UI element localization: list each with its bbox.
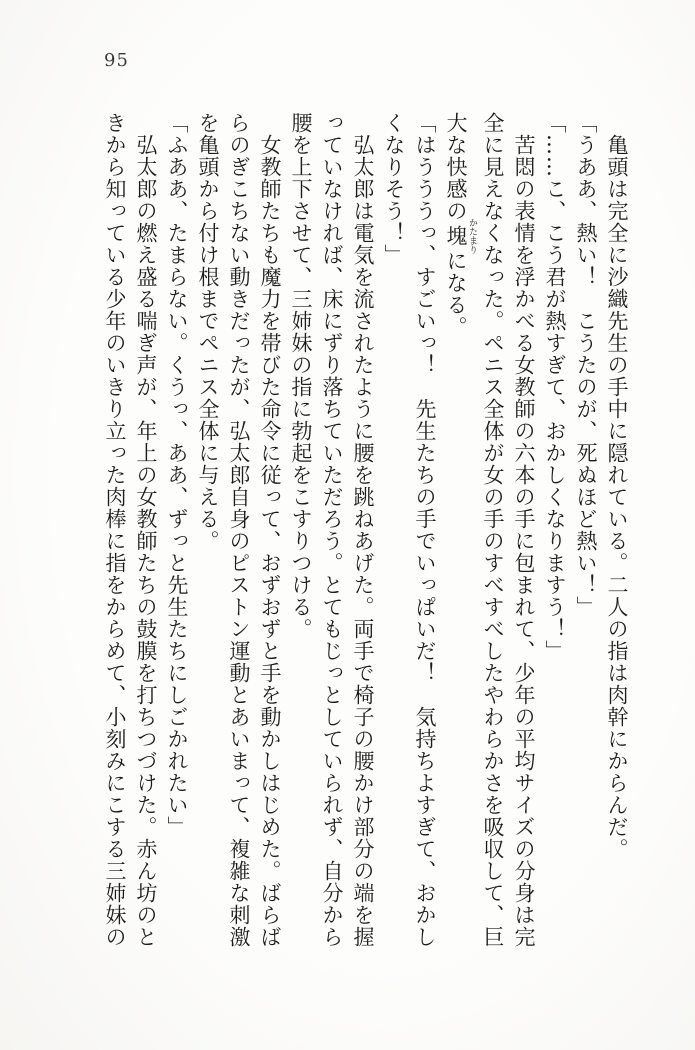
text-line: 大な快感の塊 かたまりになる。 [444, 112, 477, 338]
page-number: 95 [104, 50, 129, 71]
text-line: 腰を上下させて、三姉妹の指に勃起をこすりつける。 [289, 112, 313, 640]
text-block [99, 112, 632, 957]
furigana: かたまり [467, 218, 477, 254]
text-line: 亀頭は完全に沙織先生の手中に隠れている。二人の指は肉幹にからんだ。 [605, 134, 629, 860]
text-line: らのぎこちない動きだったが、弘太郎自身のピストン運動とあいまって、複雑な刺激 [227, 112, 251, 948]
text-line: きから知っている少年のいきり立った肉棒に指をからめて、小刻みにこする三姉妹の [103, 112, 127, 948]
text-line: 「うああ、熱い！ こうたのが、死ぬほど熱い！」 [574, 112, 598, 618]
text-line: 苦悶の表情を浮かべる女教師の六本の手に包まれて、少年の平均サイズの分身は完 [512, 134, 536, 948]
text-line: 弘太郎は電気を流されたように腰を跳ねあげた。両手で椅子の腰かけ部分の端を握 [351, 134, 375, 948]
text-line: 女教師たちも魔力を帯びた命令に従って、おずおずと手を動かしはじめた。ばらば [258, 134, 282, 948]
ruby-annotated-kanji: 塊 かたまり [444, 218, 477, 254]
text-line: 「……こ、こう君が熱すぎて、おかしくなりますう！」 [543, 112, 567, 662]
text-line: 弘太郎の燃え盛る喘ぎ声が、年上の女教師たちの鼓膜を打ちつづけた。赤ん坊のと [134, 134, 158, 948]
text-line: っていなければ、床にずり落ちていただろう。とてもじっとしていられず、自分から [320, 112, 344, 948]
text-line: くなりそう！」 [382, 112, 406, 266]
text-line: 「ふああ、たまらない。くうっ、ああ、ずっと先生たちにしごかれたい」 [165, 112, 189, 838]
text-line: 全に見えなくなった。ペニス全体が女の手のすべすべしたやわらかさを吸収して、巨 [481, 112, 505, 948]
text-line: を亀頭から付け根までペニス全体に与える。 [196, 112, 220, 552]
text-line: 「はうううっ、すごいっ！ 先生たちの手でいっぱいだ！ 気持ちよすぎて、おかし [413, 112, 437, 948]
